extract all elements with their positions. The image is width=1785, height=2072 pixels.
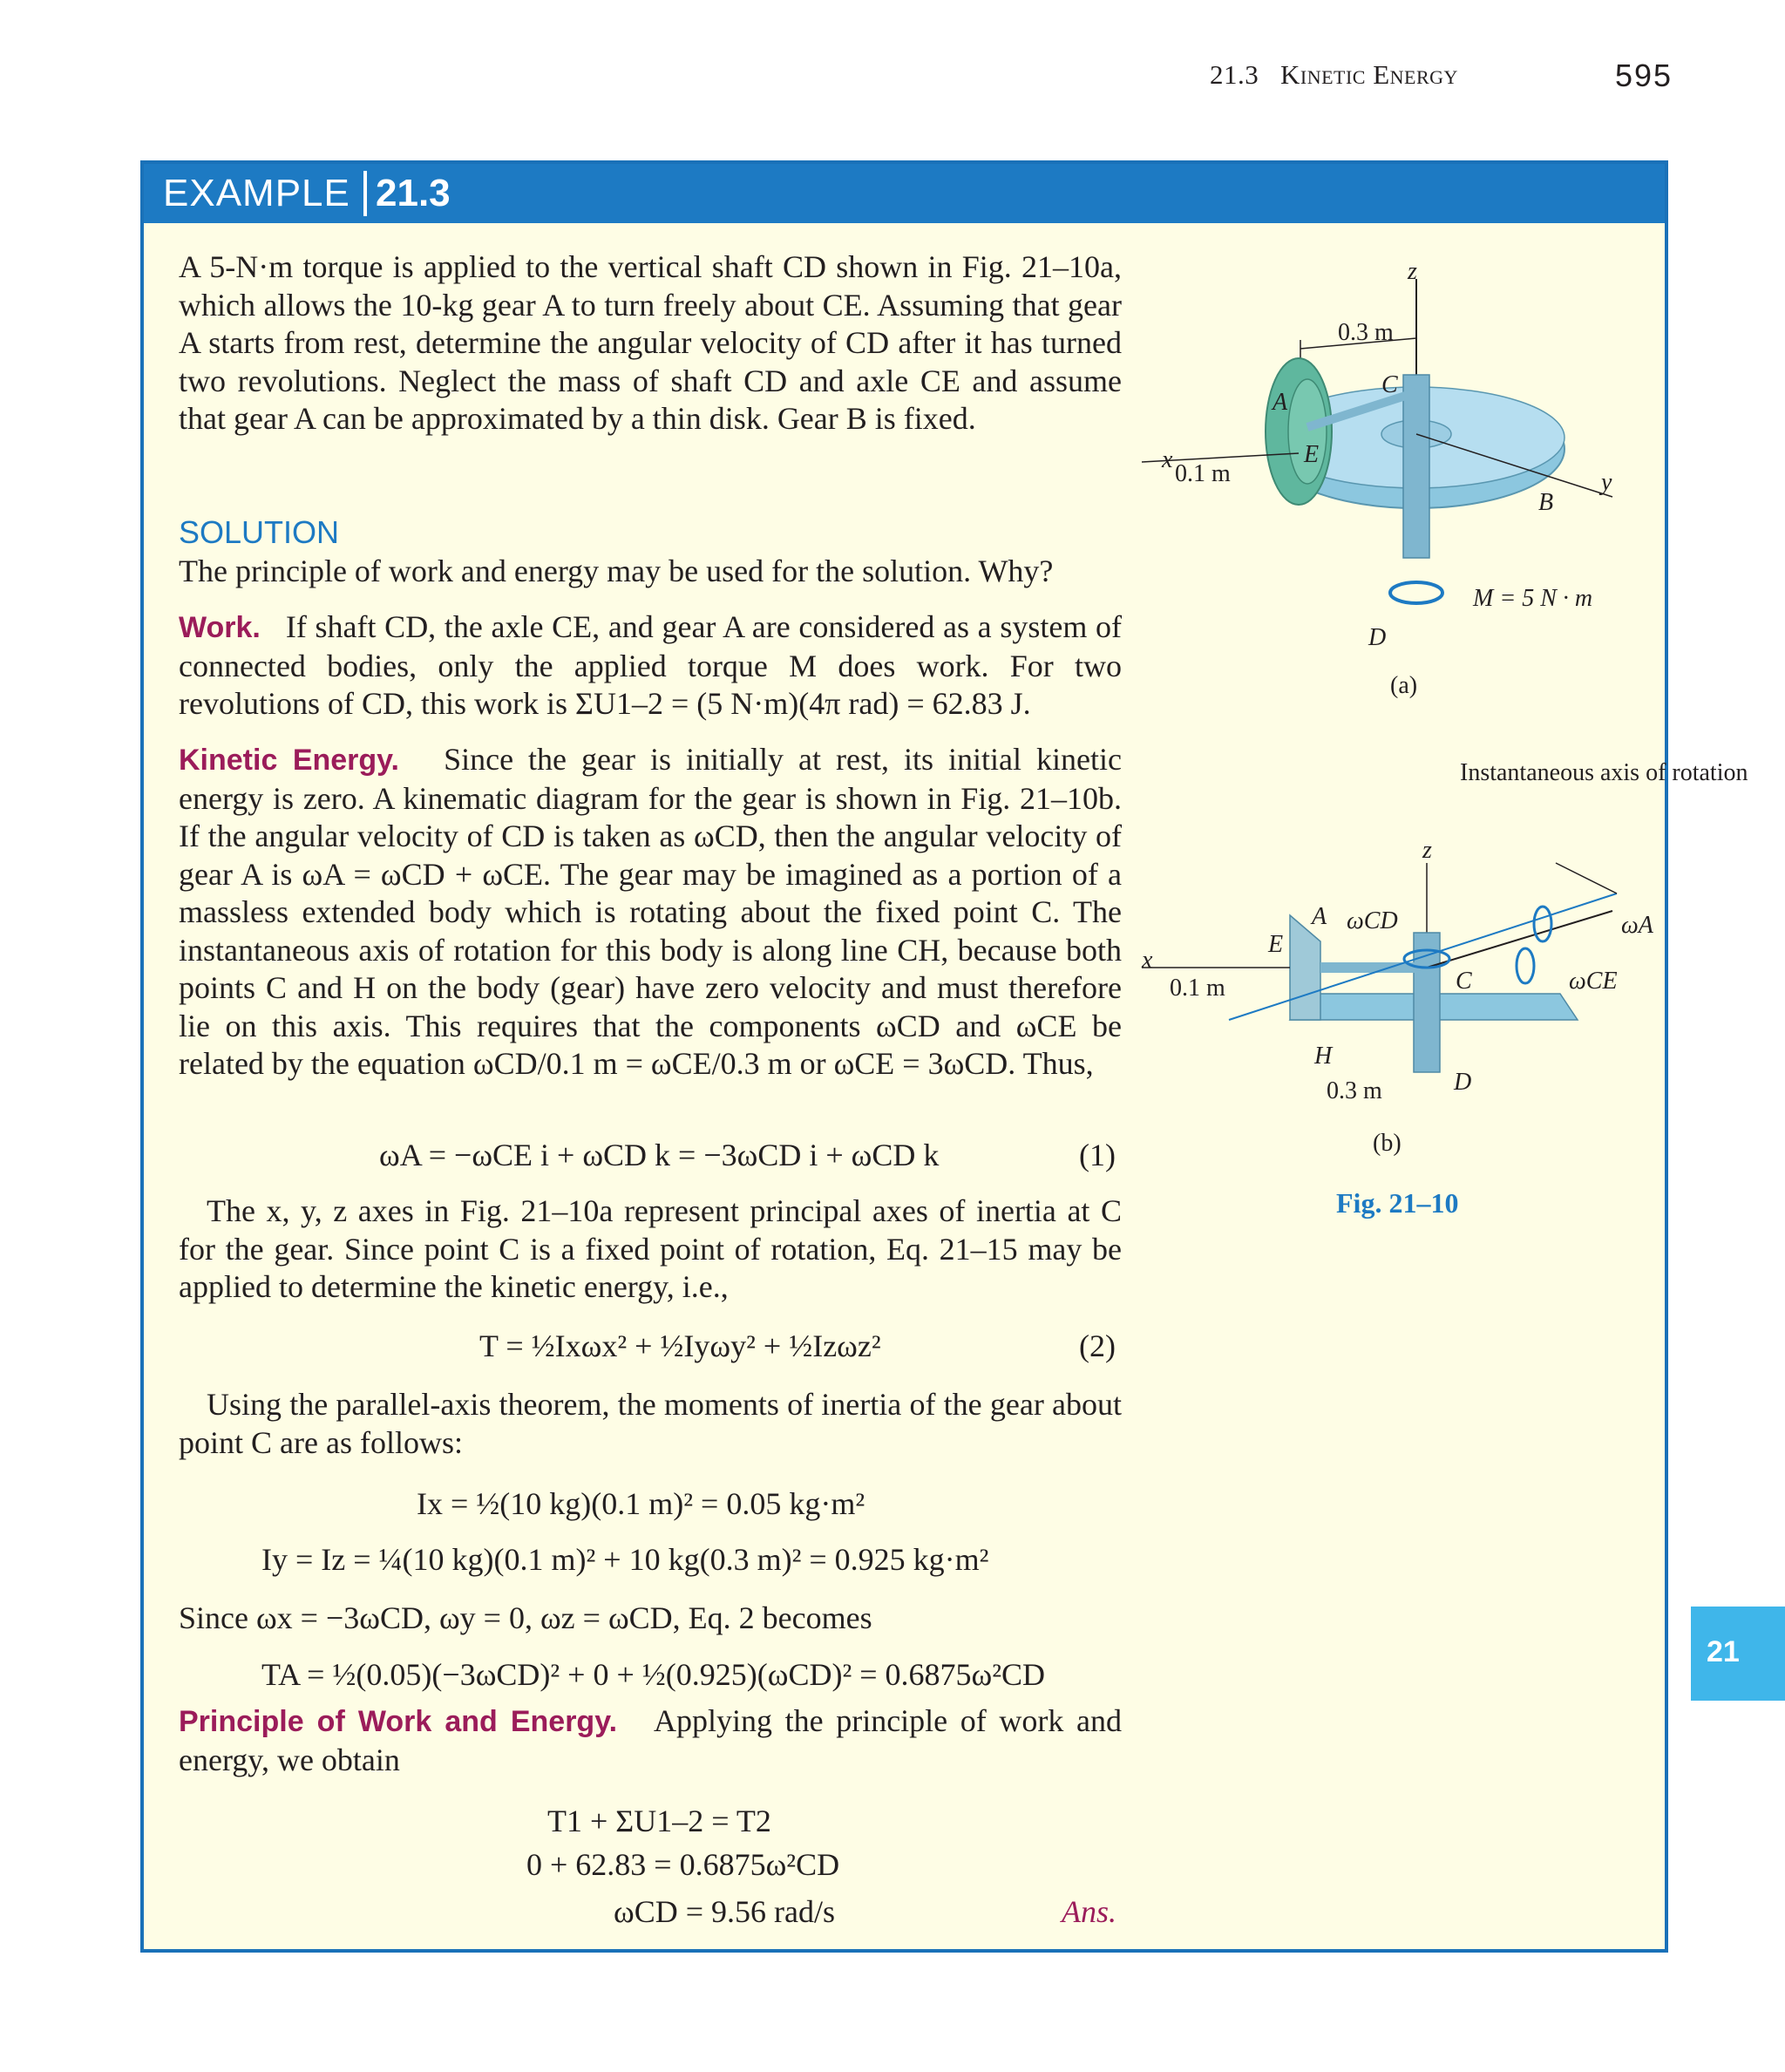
- equation-1: ωA = −ωCE i + ωCD k = −3ωCD i + ωCD k: [379, 1138, 940, 1172]
- figure-a: [1142, 258, 1612, 699]
- equation-ta: TA = ½(0.05)(−3ωCD)² + 0 + ½(0.925)(ωCD)² = 0.6875ω²CD: [261, 1657, 1046, 1692]
- kinetic-energy-heading: Kinetic Energy.: [179, 744, 400, 777]
- example-number: 21.3: [376, 172, 451, 214]
- since-line: Since ωx = −3ωCD, ωy = 0, ωz = ωCD, Eq. 2 becomes: [179, 1600, 872, 1635]
- fig-b-caption: (b): [1373, 1130, 1402, 1157]
- work-text: If shaft CD, the axle CE, and gear A are considered as a system of connected bodies, only the applied torque M does work. For two revolutions of CD, this work is ΣU1–2 = (5 N·m)(4π rad) = 62.83 J.: [179, 609, 1123, 721]
- fig-b-wcd-label: ωCD: [1347, 907, 1398, 934]
- kinetic-energy-text: Since the gear is initially at rest, its initial kinetic energy is zero. A kinematic diagram for the gear is shown in Fig. 21–10b. If the angular velocity of CD is taken as ωCD, then the angular velocity of gear A is ωA = ωCD + ωCE. The gear may be imagined as a portion of a massless extended body which is rotating about the fixed point C. The instantaneous axis of rotation for this body is along line CH, because both points C and H on the body (gear) have zero velocity and must therefore lie on this axis. This requires that the components ωCD and ωCE be related by the equation ωCD/0.1 m = ωCE/0.3 m or ωCE = 3ωCD. Thus,: [179, 742, 1123, 1081]
- work-energy-text: Applying the principle of work and energy, we obtain: [179, 1703, 1123, 1777]
- moment-arrow: [1390, 582, 1442, 603]
- fig-b-dim-01: 0.1 m: [1170, 975, 1225, 1002]
- fig-a-dim-01: 0.1 m: [1175, 460, 1231, 487]
- fig-b-dim-03: 0.3 m: [1327, 1077, 1382, 1104]
- fig-b-wce-label: ωCE: [1569, 968, 1618, 995]
- fig-b-c-label: C: [1456, 968, 1472, 995]
- fig-a-x-label: x: [1162, 446, 1173, 473]
- equation-ix: Ix = ½(10 kg)(0.1 m)² = 0.05 kg·m²: [417, 1486, 865, 1521]
- equation-answer: ωCD = 9.56 rad/s: [614, 1894, 835, 1929]
- fig-a-b-label: B: [1538, 489, 1554, 516]
- figure-caption: Fig. 21–10: [1336, 1187, 1459, 1219]
- running-header: [1210, 59, 1458, 91]
- work-energy-heading: Principle of Work and Energy.: [179, 1705, 618, 1738]
- answer-label: Ans.: [1062, 1894, 1116, 1929]
- fig-a-c-label: C: [1381, 371, 1398, 398]
- fig-a-e-label: E: [1304, 441, 1320, 468]
- inst-axis-label: [1460, 759, 1748, 786]
- fig-b-d-label: D: [1454, 1069, 1472, 1096]
- figure-21-10: [1124, 244, 1748, 1247]
- fig-b-wa-label: ωA: [1621, 912, 1653, 939]
- fig-b-h-label: H: [1314, 1043, 1333, 1070]
- solution-intro: The principle of work and energy may be used for the solution. Why?: [179, 554, 1054, 588]
- work-energy-paragraph: [179, 1702, 1122, 1779]
- shaft-cd: [1403, 375, 1429, 558]
- problem-statement: A 5-N·m torque is applied to the vertical shaft CD shown in Fig. 21–10a, which allows the 10-kg gear A to turn freely about CE. Assuming that gear A starts from rest, determine the angular velocity of CD after it has turned two revolutions. Neglect the mass of shaft CD and axle CE and assume that gear A can be approximated by a thin disk. Gear B is fixed.: [179, 249, 1122, 436]
- section-title: Kinetic Energy: [1280, 59, 1458, 90]
- kinetic-energy-paragraph: [179, 741, 1122, 1084]
- banner-separator: [363, 171, 367, 216]
- equation-1-number: (1): [1079, 1138, 1116, 1172]
- fig-b-z-label: z: [1422, 837, 1432, 864]
- wa-arrow: [1534, 907, 1551, 941]
- equation-iy: Iy = Iz = ¼(10 kg)(0.1 m)² + 10 kg(0.3 m)² = 0.925 kg·m²: [261, 1542, 989, 1577]
- section-number: 21.3: [1210, 59, 1259, 90]
- chapter-tab-label: 21: [1707, 1635, 1740, 1668]
- work-paragraph: [179, 608, 1122, 724]
- fig-a-d-label: D: [1368, 624, 1387, 651]
- chapter-tab: [1691, 1607, 1785, 1701]
- fig-b-e-label: E: [1268, 931, 1284, 958]
- equation-2-number: (2): [1079, 1328, 1116, 1363]
- inst-axis-label-text: Instantaneous axis of rotation: [1460, 759, 1748, 786]
- solution-heading: SOLUTION: [179, 514, 340, 550]
- fig-a-caption: (a): [1390, 672, 1418, 699]
- equation-substituted: 0 + 62.83 = 0.6875ω²CD: [526, 1847, 840, 1882]
- equation-work-energy: T1 + ΣU1–2 = T2: [547, 1804, 771, 1838]
- page-number: 595: [1615, 58, 1673, 93]
- fig-b-x-label: x: [1142, 947, 1153, 974]
- example-banner: [144, 164, 1665, 223]
- wce-arrow: [1517, 948, 1534, 983]
- equation-2: T = ½Ixωx² + ½Iyωy² + ½Izωz²: [479, 1328, 881, 1363]
- fig-a-moment-label: M = 5 N · m: [1473, 585, 1593, 612]
- fig-b-a-label: A: [1312, 903, 1327, 930]
- fig-b-gear-a: [1290, 915, 1320, 1020]
- fig-a-dim-03: 0.3 m: [1338, 319, 1394, 346]
- example-label: EXAMPLE: [163, 172, 350, 214]
- figure-b: [1141, 759, 1748, 1157]
- fig-a-y-label: y: [1601, 469, 1612, 496]
- fig-a-z-label: z: [1408, 258, 1417, 285]
- fig-a-a-label: A: [1273, 389, 1288, 416]
- parallel-axis-paragraph: Using the parallel-axis theorem, the moments of inertia of the gear about point C are as follows:: [179, 1387, 1122, 1460]
- axes-paragraph: The x, y, z axes in Fig. 21–10a represent principal axes of inertia at C for the gear. Since point C is a fixed point of rotation, Eq. 21–15 may be applied to determine the kinetic energy, i.e.,: [179, 1193, 1122, 1304]
- work-heading: Work.: [179, 611, 261, 644]
